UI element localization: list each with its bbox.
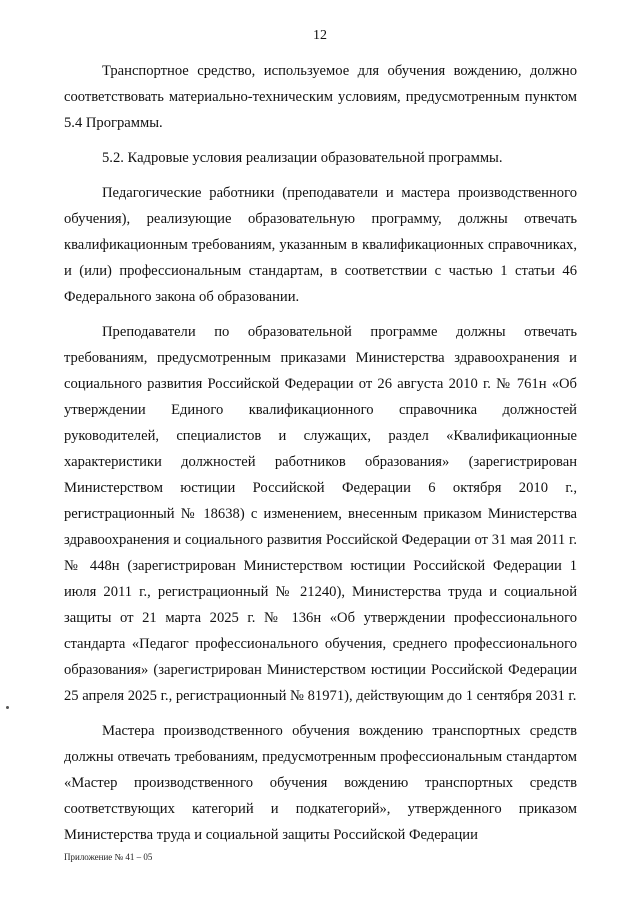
section-heading-5-2: 5.2. Кадровые условия реализации образовательной программы. [102, 150, 503, 166]
document-body [64, 58, 577, 848]
paragraph-teachers: Преподаватели по образовательной программе должны отвечать требованиям, предусмотренным приказами Министерства здравоохранения и социального развития Российской Федерации от 26 августа 2010 г. № 761н «Об утверждении Единого квалификационного справочника должностей руководителей, специалистов и служащих, раздел «Квалификационные характеристики должностей работников образования» (зарегистрирован Министерством юстиции Российской Федерации 6 октября 2010 г., регистрационный № 18638) с изменением, внесенным приказом Министерства здравоохранения и социального развития Российской Федерации от 31 мая 2011 г. № 448н (зарегистрирован Министерством юстиции Российской Федерации 1 июля 2011 г., регистрационный № 21240), Министерства труда и социальной защиты от 21 марта 2025 г. № 136н «Об утверждении профессионального стандарта «Педагог профессионального обучения, среднего профессионального образования» (зарегистрирован Министерством юстиции Российской Федерации 25 апреля 2025 г., регистрационный № 81971), действующим до 1 сентября 2031 г. [64, 324, 577, 704]
paragraph-gap [64, 136, 577, 145]
paragraph-transport-vehicle: Транспортное средство, используемое для обучения вождению, должно соответствовать материально-техническим условиям, предусмотренным пунктом 5.4 Программы. [64, 63, 577, 131]
footer-appendix-label: Приложение № 41 – 05 [64, 852, 153, 862]
paragraph-pedagogical-workers: Педагогические работники (преподаватели и мастера производственного обучения), реализующие образовательную программу, должны отвечать квалификационным требованиям, указанным в квалификационных справочниках, и (или) профессиональным стандартам, в соответствии с частью 1 статьи 46 Федерального закона об образовании. [64, 185, 577, 305]
paragraph-gap [64, 709, 577, 718]
paragraph-gap [64, 171, 577, 180]
paragraph-driving-instructors: Мастера производственного обучения вождению транспортных средств должны отвечать требованиям, предусмотренным профессиональным стандартом «Мастер производственного обучения вождению транспортных средств соответствующих категорий и подкатегорий», утвержденного приказом Министерства труда и социальной защиты Российской Федерации [64, 723, 577, 843]
paragraph-gap [64, 310, 577, 319]
page-number: 12 [313, 28, 327, 43]
scan-margin-mark [6, 706, 9, 709]
